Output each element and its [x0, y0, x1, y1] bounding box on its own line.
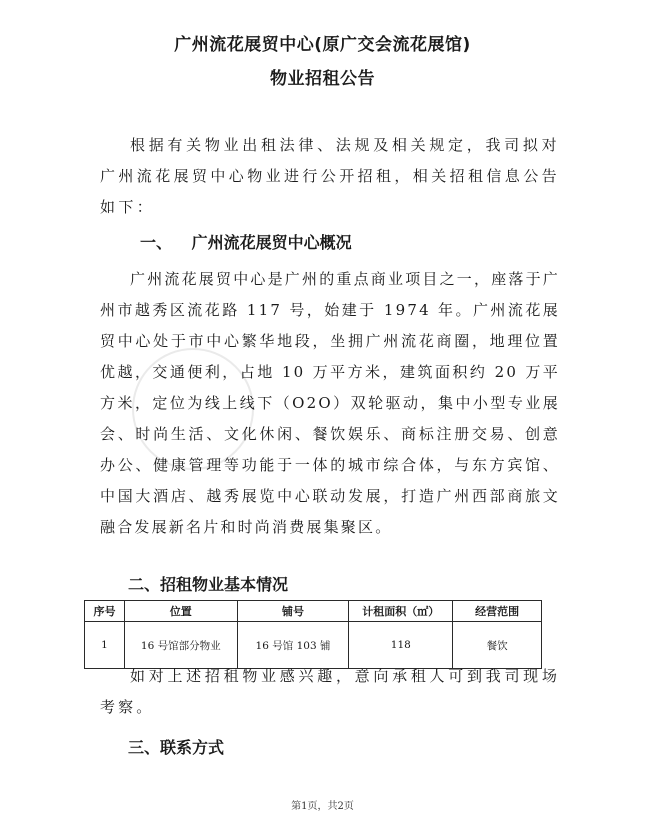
cell-unit: 16 号馆 103 铺: [237, 622, 349, 669]
header-cell-location: 位置: [124, 601, 237, 622]
property-table: [84, 600, 542, 669]
header-cell-unit: 铺号: [237, 601, 349, 622]
section-heading-property: 二、招租物业基本情况: [128, 575, 289, 594]
intro-paragraph: 根据有关物业出租法律、法规及相关规定，我司拟对广州流花展贸中心物业进行公开招租，相关招租信息公告如下：: [100, 136, 561, 216]
cell-location: 16 号馆部分物业: [124, 622, 237, 669]
table-header-row: [85, 601, 542, 622]
overview-paragraph: 广州流花展贸中心是广州的重点商业项目之一，座落于广州市越秀区流花路 117 号，始建于 1974 年。广州流花展贸中心处于市中心繁华地段，坐拥广州流花商圈，地理位置优越，交通便利，占地 10 万平方米，建筑面积约 20 万平方米，定位为线上线下（O2O）双轮驱动，集中小型专业展会、时尚生活、文化休闲、餐饮娱乐、商标注册交易、创意办公、健康管理等功能于一体的城市综合体，与东方宾馆、中国大酒店、越秀展览中心联动发展，打造广州西部商旅文融合发展新名片和时尚消费展集聚区。: [100, 270, 561, 536]
section-heading-overview: 一、 广州流花展贸中心概况: [140, 233, 352, 252]
cell-area: 118: [349, 622, 453, 669]
document-subtitle: 物业招租公告: [270, 69, 375, 89]
page-number: 第1页，共2页: [291, 801, 354, 812]
section-heading-contact: 三、联系方式: [128, 738, 225, 757]
cell-business-scope: 餐饮: [453, 622, 542, 669]
inspection-note: 如对上述招租物业感兴趣，意向承租人可到我司现场考察。: [100, 667, 560, 716]
cell-index: 1: [85, 622, 125, 669]
document-title: 广州流花展贸中心(原广交会流花展馆): [174, 35, 471, 55]
header-cell-index: 序号: [85, 601, 125, 622]
header-cell-business-scope: 经营范围: [453, 601, 542, 622]
header-cell-area: 计租面积（㎡）: [349, 601, 453, 622]
